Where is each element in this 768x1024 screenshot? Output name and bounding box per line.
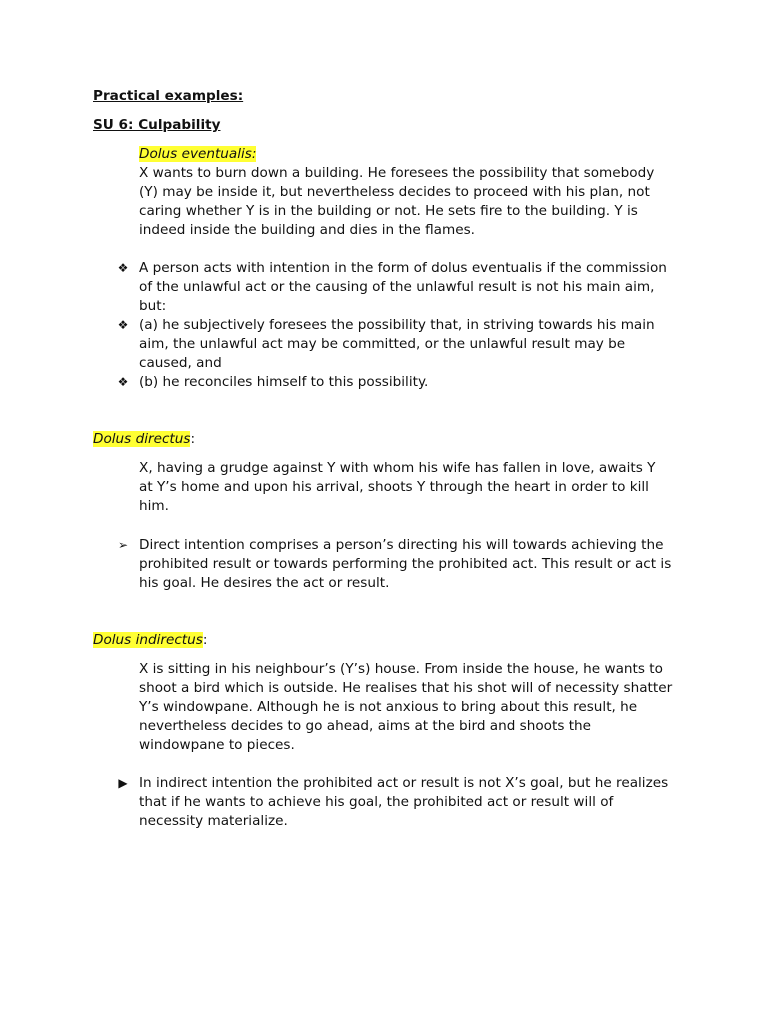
indirectus-label: Dolus indirectus	[93, 632, 203, 648]
eventualis-label: Dolus eventualis:	[139, 146, 257, 162]
indirectus-bullet-line: In indirect intention the prohibited act or result is not X’s goal, but he realizes	[139, 775, 669, 791]
directus-example-line: at Y’s home and upon his arrival, shoots Y through the heart in order to kill	[139, 479, 649, 495]
indirectus-label-line	[93, 631, 207, 650]
directus-example-line: him.	[139, 498, 169, 514]
indirectus-bullet-line: necessity materialize.	[139, 813, 288, 829]
diamond-bullet-icon: ❖	[117, 261, 129, 275]
eventualis-example-line: X wants to burn down a building. He foresees the possibility that somebody	[139, 165, 655, 181]
eventualis-bullet-line: caused, and	[139, 355, 222, 371]
diamond-bullet-icon: ❖	[117, 375, 129, 389]
diamond-bullet-icon: ❖	[117, 318, 129, 332]
eventualis-bullet-line: (b) he reconciles himself to this possibility.	[139, 374, 429, 390]
eventualis-bullet-line: but:	[139, 298, 167, 314]
indirectus-example-line: shoot a bird which is outside. He realises that his shot will of necessity shatter	[139, 680, 673, 696]
indirectus-example-line: nevertheless decides to go ahead, aims at the bird and shoots the	[139, 718, 592, 734]
directus-colon: :	[190, 431, 196, 447]
indirectus-bullet-line: that if he wants to achieve his goal, the prohibited act or result will of	[139, 794, 614, 810]
directus-label: Dolus directus	[93, 431, 191, 447]
arrowhead-bullet-icon: ➢	[117, 538, 129, 552]
eventualis-bullet-line: (a) he subjectively foresees the possibility that, in striving towards his main	[139, 317, 655, 333]
directus-label-line	[93, 430, 195, 449]
indirectus-example-line: windowpane to pieces.	[139, 737, 295, 753]
eventualis-bullet-line: aim, the unlawful act may be committed, or the unlawful result may be	[139, 336, 626, 352]
directus-bullet-line: his goal. He desires the act or result.	[139, 575, 390, 591]
directus-bullet-line: Direct intention comprises a person’s directing his will towards achieving the	[139, 537, 664, 553]
eventualis-label-line	[139, 145, 256, 164]
eventualis-bullet-line: of the unlawful act or the causing of the unlawful result is not his main aim,	[139, 279, 655, 295]
page-heading: Practical examples:	[93, 88, 244, 104]
directus-example-line: X, having a grudge against Y with whom his wife has fallen in love, awaits Y	[139, 460, 656, 476]
eventualis-example-line: caring whether Y is in the building or not. He sets fire to the building. Y is	[139, 203, 638, 219]
triangle-bullet-icon: ▶	[118, 776, 128, 790]
eventualis-example-line: (Y) may be inside it, but nevertheless decides to proceed with his plan, not	[139, 184, 650, 200]
directus-bullet-line: prohibited result or towards performing the prohibited act. This result or act is	[139, 556, 672, 572]
eventualis-example-line: indeed inside the building and dies in the flames.	[139, 222, 475, 238]
section-heading: SU 6: Culpability	[93, 117, 221, 133]
eventualis-bullet-line: A person acts with intention in the form of dolus eventualis if the commission	[139, 260, 667, 276]
indirectus-example-line: Y’s windowpane. Although he is not anxious to bring about this result, he	[139, 699, 638, 715]
indirectus-example-line: X is sitting in his neighbour’s (Y’s) house. From inside the house, he wants to	[139, 661, 663, 677]
indirectus-colon: :	[202, 632, 208, 648]
